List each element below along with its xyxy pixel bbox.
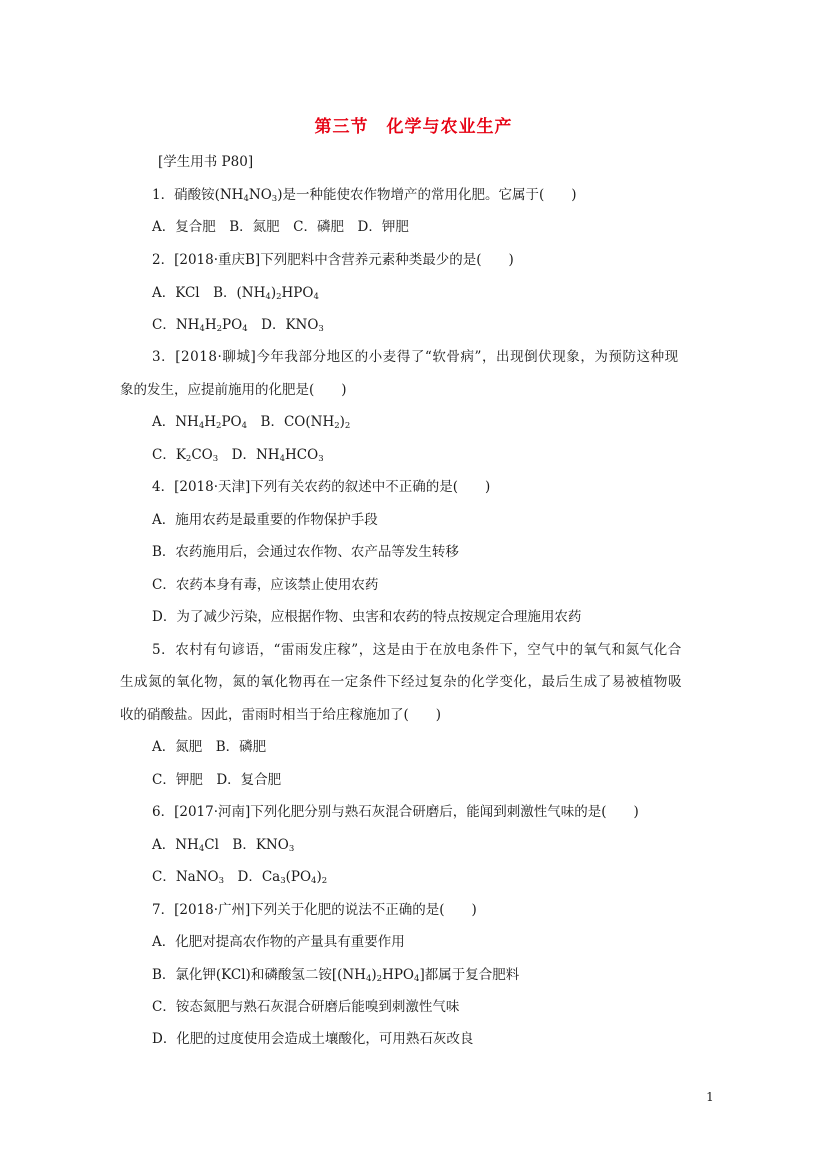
question-4-option-b: B．农药施用后，会通过农作物、农产品等发生转移 bbox=[152, 544, 459, 560]
question-6-options-ab: A．$NH_4Cl$ B．$KNO_3$ bbox=[152, 837, 295, 854]
question-3-stem-line-2: 象的发生，应提前施用的化肥是( ) bbox=[120, 382, 347, 398]
question-2-options-cd: C．$NH_4H_2PO_4$ D．$KNO_3$ bbox=[152, 317, 324, 334]
question-7-option-c: C．铵态氮肥与熟石灰混合研磨后能嗅到刺激性气味 bbox=[152, 999, 460, 1015]
question-2-stem: 2．[2018·重庆B]下列肥料中含营养元素种类最少的是( ) bbox=[152, 252, 514, 268]
question-5-stem-line-3: 收的硝酸盐。因此，雷雨时相当于给庄稼施加了( ) bbox=[120, 707, 442, 723]
question-5-options-ab: A．氮肥 B．磷肥 bbox=[152, 739, 267, 755]
question-7-option-d: D．化肥的过度使用会造成土壤酸化，可用熟石灰改良 bbox=[152, 1031, 474, 1047]
question-3-stem-line-1: 3．[2018·聊城]今年我部分地区的小麦得了“软骨病”，出现倒伏现象，为预防这种现 bbox=[152, 349, 679, 365]
question-4-option-a: A．施用农药是最重要的作物保护手段 bbox=[152, 512, 378, 528]
question-5-options-cd: C．钾肥 D．复合肥 bbox=[152, 772, 282, 788]
page-number: 1 bbox=[706, 1090, 714, 1104]
question-3-options-cd: C．$K_2CO_3$ D．$NH_4HCO_3$ bbox=[152, 447, 324, 464]
question-7-option-a: A．化肥对提高农作物的产量具有重要作用 bbox=[152, 934, 405, 950]
question-4-option-c: C．农药本身有毒，应该禁止使用农药 bbox=[152, 577, 379, 593]
question-4-option-d: D．为了减少污染，应根据作物、虫害和农药的特点按规定合理施用农药 bbox=[152, 609, 582, 625]
question-3-options-ab: A．$NH_4H_2PO_4$ B．$CO(NH_2)_2$ bbox=[152, 414, 351, 431]
question-7-stem: 7．[2018·广州]下列关于化肥的说法不正确的是( ) bbox=[152, 902, 477, 918]
question-7-option-b: B．氯化钾(KCl)和磷酸氢二铵$[(NH_4)_2HPO_4]$都属于复合肥料 bbox=[152, 967, 520, 984]
question-6-stem: 6．[2017·河南]下列化肥分别与熟石灰混合研磨后，能闻到刺激性气味的是( ) bbox=[152, 804, 639, 820]
question-5-stem-line-1: 5．农村有句谚语，“雷雨发庄稼”，这是由于在放电条件下，空气中的氧气和氮气化合 bbox=[152, 642, 682, 658]
question-5-stem-line-2: 生成氮的氧化物，氮的氧化物再在一定条件下经过复杂的化学变化，最后生成了易被植物吸 bbox=[120, 674, 682, 690]
question-1-options: A．复合肥 B．氮肥 C．磷肥 D．钾肥 bbox=[152, 219, 409, 235]
question-4-stem: 4．[2018·天津]下列有关农药的叙述中不正确的是( ) bbox=[152, 479, 491, 495]
question-1-stem: 1．硝酸铵$(NH_4NO_3)$是一种能使农作物增产的常用化肥。它属于( ) bbox=[152, 187, 577, 204]
question-6-options-cd: C．NaNO$_3$ D．$Ca_3(PO_4)_2$ bbox=[152, 869, 328, 886]
book-reference: [学生用书 P80] bbox=[158, 154, 254, 170]
section-title: 第三节 化学与农业生产 bbox=[314, 117, 513, 137]
question-2-options-ab: A．KCl B．$(NH_4)_2HPO_4$ bbox=[152, 285, 319, 302]
